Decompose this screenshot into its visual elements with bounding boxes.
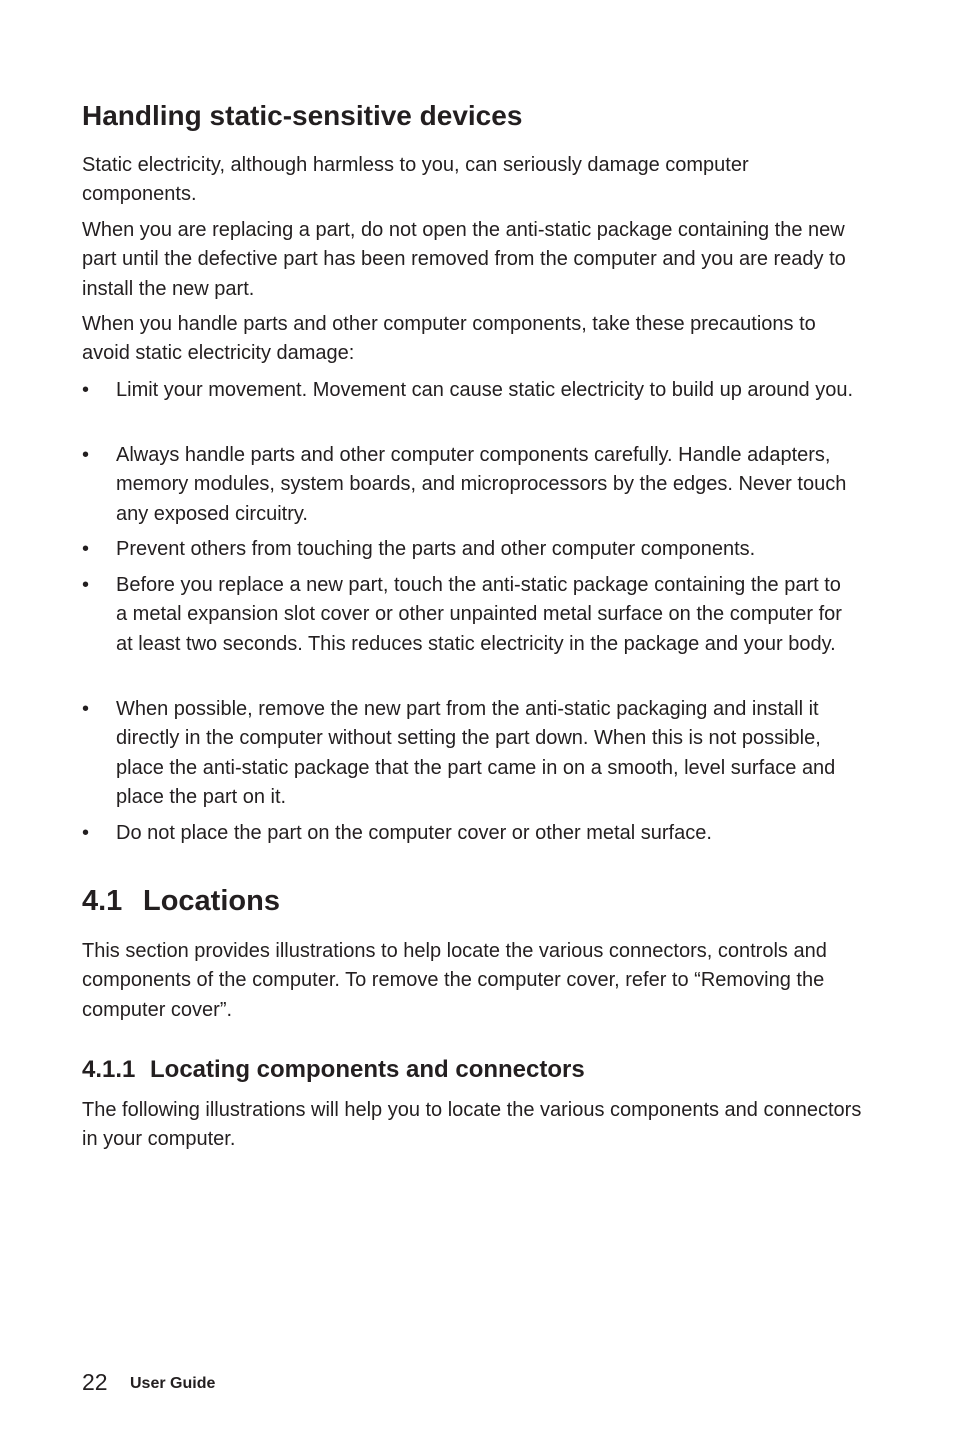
subsection-heading-locating-components bbox=[82, 1055, 585, 1085]
chapter-heading-locations bbox=[82, 884, 280, 918]
list-item bbox=[82, 535, 862, 564]
list-item bbox=[82, 571, 862, 659]
list-item bbox=[82, 376, 862, 405]
list-item-text: When possible, remove the new part from the anti-static packaging and install it directly in the computer without setting the part down. When this is not possible, place the anti-static package that the part came in on a smooth, level surface and place the part on it. bbox=[116, 698, 836, 808]
list-item-text: Limit your movement. Movement can cause static electricity to build up around you. bbox=[116, 379, 854, 401]
footer-doc-title: User Guide bbox=[130, 1375, 216, 1392]
chapter-title: Locations bbox=[143, 885, 280, 917]
paragraph-precautions-intro: When you handle parts and other computer components, take these precautions to avoid static electricity damage: bbox=[82, 313, 816, 365]
list-item bbox=[82, 441, 862, 529]
list-item bbox=[82, 819, 862, 848]
list-item-text: Before you replace a new part, touch the anti-static package containing the part to a metal expansion slot cover or other unpainted metal surface on the computer for at least two seconds. This reduces static electricity in the package and your body. bbox=[116, 574, 842, 655]
list-item-text: Prevent others from touching the parts and other computer components. bbox=[116, 538, 756, 560]
paragraph-locating-intro: The following illustrations will help you to locate the various components and connectors in your computer. bbox=[82, 1099, 862, 1151]
page-number: 22 bbox=[82, 1369, 108, 1395]
chapter-number: 4.1 bbox=[82, 885, 123, 917]
bullet-marker: • bbox=[82, 538, 90, 560]
paragraph-locations-intro: This section provides illustrations to help locate the various connectors, controls and components of the computer. To remove the computer cover, refer to “Removing the computer cover”. bbox=[82, 940, 827, 1021]
subsection-title: Locating components and connectors bbox=[150, 1056, 585, 1083]
paragraph-replacing-part: When you are replacing a part, do not open the anti-static package containing the new part until the defective part has been removed from the computer and you are ready to install the new part. bbox=[82, 219, 846, 300]
bullet-marker: • bbox=[82, 574, 90, 596]
footer-doc-title-wrap bbox=[130, 1374, 215, 1394]
list-item-text: Do not place the part on the computer cover or other metal surface. bbox=[116, 822, 712, 844]
page-footer bbox=[82, 1369, 108, 1395]
bullet-marker: • bbox=[82, 822, 90, 844]
subsection-number: 4.1.1 bbox=[82, 1056, 136, 1083]
bullet-marker: • bbox=[82, 379, 90, 401]
list-item-text: Always handle parts and other computer components carefully. Handle adapters, memory modules, system boards, and microprocessors by the edges. Never touch any exposed circuitry. bbox=[116, 444, 847, 525]
list-item bbox=[82, 695, 862, 812]
section-heading-static-devices: Handling static-sensitive devices bbox=[82, 100, 523, 131]
bullet-marker: • bbox=[82, 444, 90, 466]
paragraph-static-intro: Static electricity, although harmless to you, can seriously damage computer components. bbox=[82, 154, 749, 206]
bullet-marker: • bbox=[82, 698, 90, 720]
